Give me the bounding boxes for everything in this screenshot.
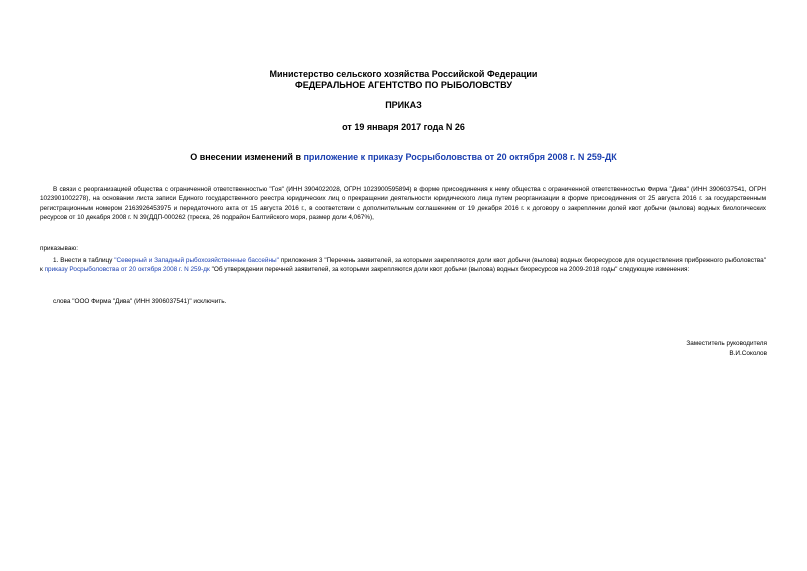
table-link[interactable]: "Северный и Западный рыбохозяйственные бассейны" bbox=[114, 257, 279, 264]
item-1-text-c: "Об утверждении перечней заявителей, за которыми закрепляются доли квот добычи (вылова) водных биоресурсов на 2009-2018 годы" следующие изменения: bbox=[209, 266, 690, 274]
signature-position: Заместитель руководителя bbox=[686, 340, 767, 347]
item-1-text-b: приложения 3 "Перечень заявителей, за которыми закрепляются доли квот добычи (вылова) водных биоресурсов для осуществления прибрежного рыболовства" к bbox=[40, 257, 766, 274]
item-1-paragraph bbox=[40, 256, 766, 275]
document-date-number: от 19 января 2017 года N 26 bbox=[342, 122, 465, 132]
title-link[interactable]: приложение к приказу Росрыболовства от 20 октября 2008 г. N 259-ДК bbox=[303, 152, 617, 162]
ministry-name: Министерство сельского хозяйства Российской Федерации bbox=[269, 69, 538, 79]
signature-name: В.И.Соколов bbox=[729, 350, 767, 357]
item-1-text-a: 1. Внести в таблицу bbox=[53, 257, 115, 264]
document-title bbox=[0, 152, 807, 163]
agency-name: ФЕДЕРАЛЬНОЕ АГЕНТСТВО ПО РЫБОЛОВСТВУ bbox=[295, 80, 512, 90]
preamble-paragraph: В связи с реорганизацией общества с ограниченной ответственностью "Гоя" (ИНН 3904022028, ОГРН 1023900595894) в форме присоединения к нему общества с ограниченной ответственностью Фирма "Дива" (ИНН 3906037541, ОГРН 1023901002278), на основании листа записи Единого государственного реестра юридических лиц о прекращении деятельности юридического лица путем реорганизации в форме присоединения от 25 августа 2016 г. за государственным регистрационным номером 2163926453975 и передаточного акта от 15 августа 2016 г., в соответствии с дополнительным соглашением от 19 декабря 2016 г. к договору о закреплении долей квот добычи (вылова) водных биологических ресурсов от 10 декабря 2008 г. N 39(ДДП-000262 (треска, 26 подрайон Балтийского моря, размер доли 4,067%), bbox=[40, 186, 766, 221]
order-word: приказываю: bbox=[40, 245, 78, 252]
order-link[interactable]: приказу Росрыболовства от 20 октября 2008 г. N 259-дк bbox=[44, 266, 210, 274]
document-type: ПРИКАЗ bbox=[385, 100, 422, 110]
exclusion-paragraph: слова "ООО Фирма "Дива" (ИНН 3906037541)" исключить. bbox=[53, 298, 227, 305]
title-prefix: О внесении изменений в bbox=[190, 152, 304, 162]
